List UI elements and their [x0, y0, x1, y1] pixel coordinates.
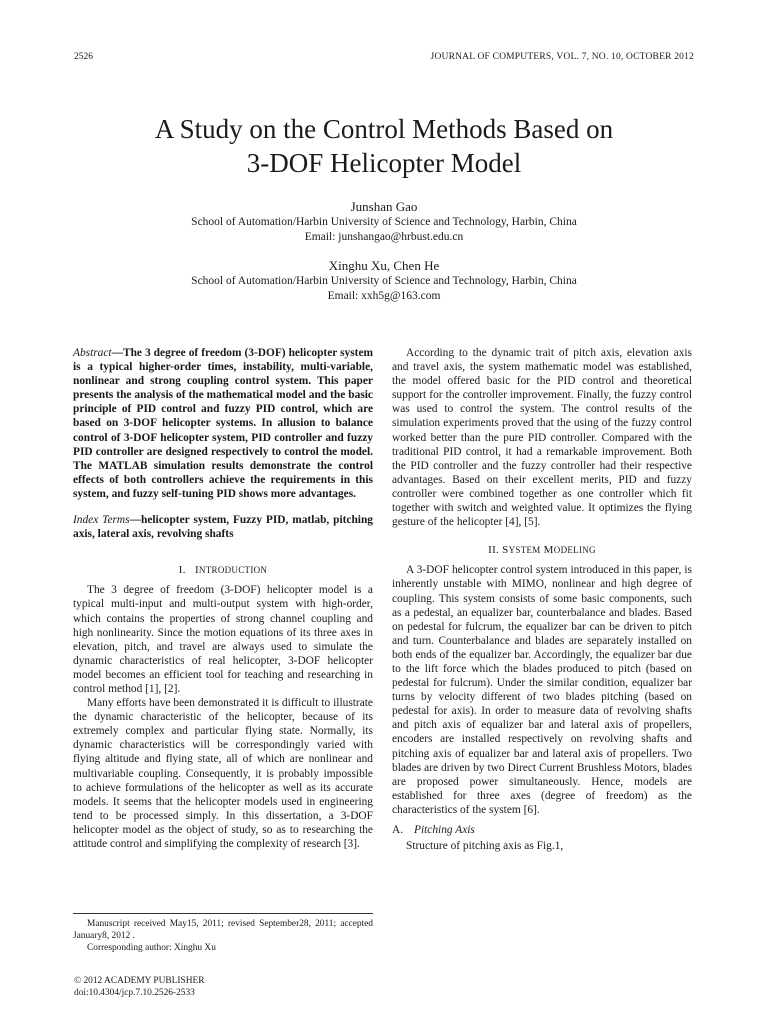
index-terms [73, 513, 373, 541]
copyright-line: © 2012 ACADEMY PUBLISHER [74, 976, 205, 986]
author-email: Email: xxh5g@163.com [327, 290, 441, 302]
intro-paragraph-2: Many efforts have been demonstrated it is difficult to illustrate the dynamic characteristic of the helicopter, because of its extremely complex and particular flying state. Normally, its dynamic characteristics will be correspondingly varied with flying altitude and flying state, all of which are nonlinear and multivariable coupling. Consequently, it is probably impossible to achieve formulations of the helicopter as well as its accurate models. It seems that the helicopter models used in engineering tend to be processed simply. In this dissertation, a 3-DOF helicopter model as the object of study, so as to researching the attitude control and simplifying the complexity of research [3]. [73, 697, 373, 850]
title-line-1: A Study on the Control Methods Based on [154, 114, 614, 144]
paper-title [60, 112, 708, 180]
system-modeling-paragraph: A 3-DOF helicopter control system introduced in this paper, is inherently unstable with MIMO, nonlinear and high degree of coupling. This system consists of some basic components, such as a pedestal, an equalizer bar, counterbalance and blades. Based on pedestal for fulcrum, the equalizer bar can be driven to pitch and turn. Counterbalance and blades are separately installed on both ends of the equalizer bar. Accordingly, the equalizer bar due to the lift force which the blades produced to pitch (based on pedestal for fulcrum). Under the similar condition, equalizer bar turns by velocity different of two blades pitching (based on pedestal for axis). In order to measure data of revolving shafts and pitch axis of equalizer bar and lateral axis of propellers, encoders are installed respectively on revolving shafts and pitching axis of equalizer bar and lateral axis of propellers. Two blades are driven by two Direct Current Brushless Motors, blades are proposed power simultaneously. Hence, models are established for three axes (degree of freedom) as the characteristics of the system [6]. [392, 564, 692, 816]
section-heading-introduction: I. INTRODUCTION [178, 564, 268, 577]
right-intro-paragraph: According to the dynamic trait of pitch axis, elevation axis and travel axis, the system mathematic model was established, the model offered basic for the PID control and theoretical support for the controller improvement. Finally, the fuzzy control was used to control the system. The control results of the simulation experiments proved that the using of the fuzzy control worked better than the pure PID controller. Compared with the traditional PID control, it had a remarkable improvement. Both the PID controller and the fuzzy controller had their respective advantages. Based on their excellent merits, PID and fuzzy controller were combined together as one controller which fit together with switch and weighted value. It optimizes the flying gesture of the helicopter [4], [5]. [392, 347, 692, 529]
author-block-1 [60, 199, 708, 245]
footnote-corresponding: Corresponding author: Xinghu Xu [87, 943, 216, 953]
index-terms-text: —helicopter system, Fuzzy PID, matlab, pitching axis, lateral axis, revolving shafts [73, 514, 373, 541]
abstract-lead: Abstract [73, 347, 112, 359]
footnote-manuscript: Manuscript received May15, 2011; revised September28, 2011; accepted January8, 2012 . [73, 919, 373, 941]
footnote [73, 918, 373, 954]
author-name: Junshan Gao [350, 199, 418, 214]
abstract-text: —The 3 degree of freedom (3-DOF) helicopter system is a typical higher-order times, instability, multi-variable, nonlinear and strong coupling control system. This paper presents the analysis of the mathematical model and the basic principle of PID control and fuzzy PID control, which are based on 3-DOF helicopter systems. In allusion to balance control of 3-DOF helicopter system, PID controller and fuzzy PID controller are designed respectively to control the model. The MATLAB simulation results demonstrate the control effects of both controllers achieve the requirements in this system, and fuzzy self-tuning PID shows more advantages. [73, 347, 373, 500]
footnote-divider [73, 913, 373, 914]
copyright-block [74, 975, 204, 999]
right-column [392, 346, 692, 853]
subsection-heading-pitching-axis: A. Pitching Axis [392, 824, 475, 836]
page-number: 2526 [74, 52, 93, 62]
author-block-2 [60, 258, 708, 304]
author-affiliation: School of Automation/Harbin University of Science and Technology, Harbin, China [191, 275, 577, 287]
left-column [73, 346, 373, 851]
doi-line: doi:10.4304/jcp.7.10.2526-2533 [74, 988, 195, 998]
section-heading-system-modeling: II. SYSTEM MODELING [488, 544, 596, 557]
intro-paragraph-1: The 3 degree of freedom (3-DOF) helicopter model is a typical multi-input and multi-output system with high-order, which contains the properties of strong channel coupling and high nonlinearity. Since the motion equations of its three axes in elevation, pitch, and travel are always used to simulate the dynamic characteristics of real helicopter, 3-DOF helicopter model becomes an efficient tool for teaching and researching in control method [1], [2]. [73, 584, 373, 695]
author-name: Xinghu Xu, Chen He [328, 258, 440, 273]
journal-header: JOURNAL OF COMPUTERS, VOL. 7, NO. 10, OCTOBER 2012 [430, 52, 694, 62]
title-line-2: 3-DOF Helicopter Model [246, 148, 522, 178]
pitching-axis-paragraph: Structure of pitching axis as Fig.1, [406, 840, 564, 853]
abstract [73, 346, 373, 501]
author-email: Email: junshangao@hrbust.edu.cn [304, 231, 464, 243]
author-affiliation: School of Automation/Harbin University of Science and Technology, Harbin, China [191, 216, 577, 228]
index-terms-lead: Index Terms [73, 514, 130, 527]
